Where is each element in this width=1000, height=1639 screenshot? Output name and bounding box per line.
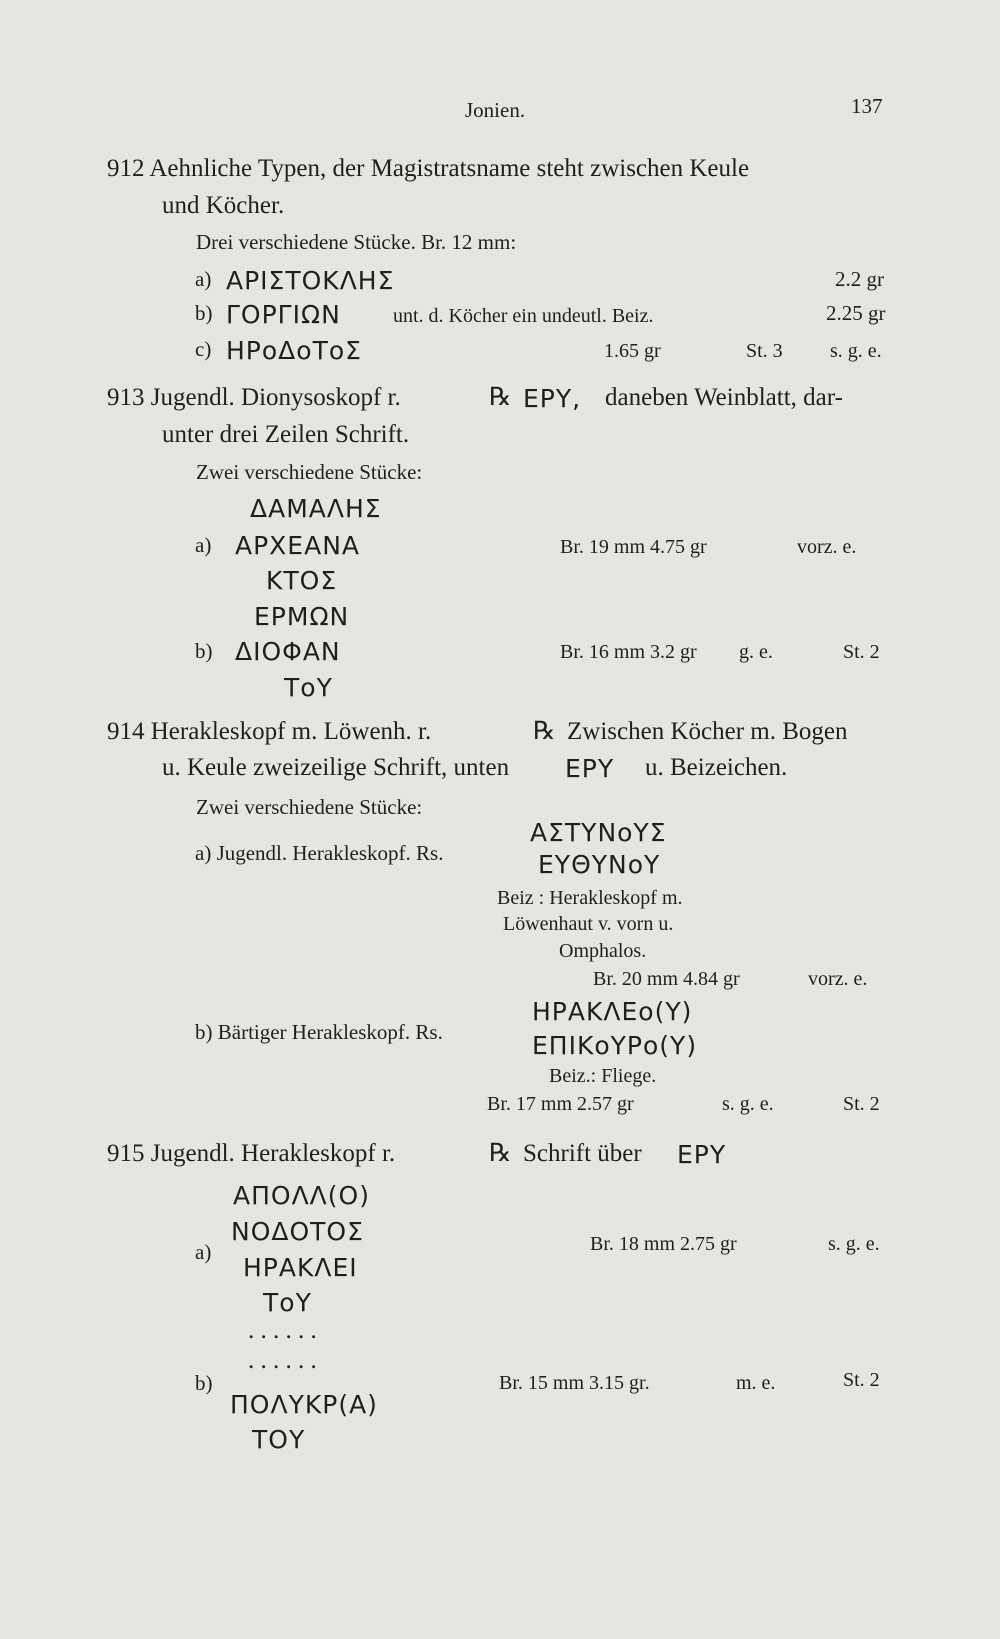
legend-line: ΔΑΜΑΛΗΣ <box>250 494 382 523</box>
legend-line: ΠΟΛΥΚΡ(Α) <box>230 1390 378 1419</box>
entry-914-line1b: Zwischen Köcher m. Bogen <box>567 718 848 745</box>
rx-symbol: ℞ <box>489 384 512 411</box>
entry-912-c-weight: 1.65 gr <box>604 340 661 362</box>
entry-912-c-st: St. 3 <box>746 340 783 362</box>
entry-914-a-label: a) Jugendl. Herakleskopf. Rs. <box>195 841 444 865</box>
entry-915-b-condition: m. e. <box>736 1372 776 1394</box>
entry-912-b-weight: 2.25 gr <box>826 301 886 325</box>
legend-line: ΕΡΜΩΝ <box>254 602 350 631</box>
entry-913-b-condition: g. e. <box>739 641 773 663</box>
entry-912-note: Drei verschiedene Stücke. Br. 12 mm: <box>196 230 517 254</box>
entry-912-line2: und Köcher. <box>162 192 285 219</box>
legend-line: ΕΠΙΚοΥΡο(Υ) <box>532 1031 698 1060</box>
entry-915-line1: 915 Jugendl. Herakleskopf r. <box>107 1140 396 1167</box>
legend-line: ΤοΥ <box>263 1288 312 1317</box>
entry-915-line1b: Schrift über <box>523 1140 642 1167</box>
entry-913-a-condition: vorz. e. <box>797 536 857 558</box>
entry-912-c-condition: s. g. e. <box>830 340 882 362</box>
entry-915-a-br: Br. 18 mm 2.75 gr <box>590 1233 737 1255</box>
entry-914-note: Zwei verschiedene Stücke: <box>196 795 423 819</box>
entry-913-a-br: Br. 19 mm 4.75 gr <box>560 536 707 558</box>
entry-915-b-br: Br. 15 mm 3.15 gr. <box>499 1372 650 1394</box>
rx-symbol: ℞ <box>533 718 556 745</box>
entry-913-ery: ΕΡΥ, <box>523 384 582 413</box>
legend-line: ΑΡΧΕΑΝΑ <box>235 531 361 560</box>
entry-914-b-label: b) Bärtiger Herakleskopf. Rs. <box>195 1020 443 1044</box>
legend-line: ΝΟΔΟΤΟΣ <box>231 1217 364 1246</box>
ellipsis-dots: . . . . . . <box>248 1347 317 1374</box>
entry-915-a-label: a) <box>195 1240 212 1264</box>
entry-914-a-beiz1: Beiz : Herakleskopf m. <box>497 887 683 909</box>
entry-913-line1a: 913 Jugendl. Dionysoskopf r. <box>107 384 401 411</box>
legend-line: ΗΡΑΚΛΕο(Υ) <box>532 997 693 1026</box>
legend-line: ΑΠΟΛΛ(Ο) <box>233 1181 370 1210</box>
legend-line: ΚΤΟΣ <box>266 566 338 595</box>
legend-line: ΕΥΘΥΝοΥ <box>538 850 661 879</box>
legend-line: ΤΟΥ <box>252 1425 306 1454</box>
entry-914-line2a: u. Keule zweizeilige Schrift, unten <box>162 754 510 781</box>
entry-914-b-condition: s. g. e. <box>722 1093 774 1115</box>
entry-914-a-condition: vorz. e. <box>808 968 868 990</box>
entry-914-line2b: u. Beizeichen. <box>645 754 788 781</box>
entry-912-a-label: a) <box>195 267 212 291</box>
entry-913-note: Zwei verschiedene Stücke: <box>196 460 423 484</box>
entry-913-line1b: daneben Weinblatt, dar- <box>605 384 843 411</box>
entry-914-a-br: Br. 20 mm 4.84 gr <box>593 968 740 990</box>
entry-914-a-beiz2: Löwenhaut v. vorn u. <box>503 913 674 935</box>
entry-915-b-label: b) <box>195 1371 213 1395</box>
entry-915-ery: ΕΡΥ <box>677 1140 727 1169</box>
ellipsis-dots: . . . . . . <box>248 1317 317 1344</box>
entry-915-a-condition: s. g. e. <box>828 1233 880 1255</box>
entry-914-a-beiz3: Omphalos. <box>559 940 647 962</box>
entry-913-b-st: St. 2 <box>843 641 880 663</box>
entry-912-b-desc: unt. d. Köcher ein undeutl. Beiz. <box>393 305 654 327</box>
running-head: Jonien. <box>465 98 526 122</box>
legend-line: ΑΣΤΥΝοΥΣ <box>530 818 667 847</box>
legend-line: ΗΡΑΚΛΕΙ <box>243 1253 358 1282</box>
entry-912-c-label: c) <box>195 337 212 361</box>
entry-914-b-st: St. 2 <box>843 1093 880 1115</box>
entry-914-line1a: 914 Herakleskopf m. Löwenh. r. <box>107 718 432 745</box>
legend-line: ΔΙΟΦΑΝ <box>235 637 341 666</box>
entry-914-ery: ΕΡΥ <box>565 754 615 783</box>
entry-912-b-name: ΓΟΡΓΙΩΝ <box>226 300 341 329</box>
entry-915-b-st: St. 2 <box>843 1369 880 1391</box>
entry-913-line2: unter drei Zeilen Schrift. <box>162 421 410 448</box>
entry-913-a-label: a) <box>195 533 212 557</box>
legend-line: ΤοΥ <box>284 673 333 702</box>
entry-913-b-br: Br. 16 mm 3.2 gr <box>560 641 697 663</box>
entry-912-line1: 912 Aehnliche Typen, der Magistratsname steht zwischen Keule <box>107 155 750 182</box>
entry-914-b-beiz: Beiz.: Fliege. <box>549 1065 657 1087</box>
entry-912-c-name: ΗΡοΔοΤοΣ <box>226 336 362 365</box>
rx-symbol: ℞ <box>489 1140 512 1167</box>
entry-912-a-name: ΑΡΙΣΤΟΚΛΗΣ <box>226 266 395 295</box>
page-number: 137 <box>851 94 883 118</box>
entry-913-b-label: b) <box>195 639 213 663</box>
entry-914-b-br: Br. 17 mm 2.57 gr <box>487 1093 634 1115</box>
entry-912-b-label: b) <box>195 301 213 325</box>
entry-912-a-weight: 2.2 gr <box>835 267 884 291</box>
